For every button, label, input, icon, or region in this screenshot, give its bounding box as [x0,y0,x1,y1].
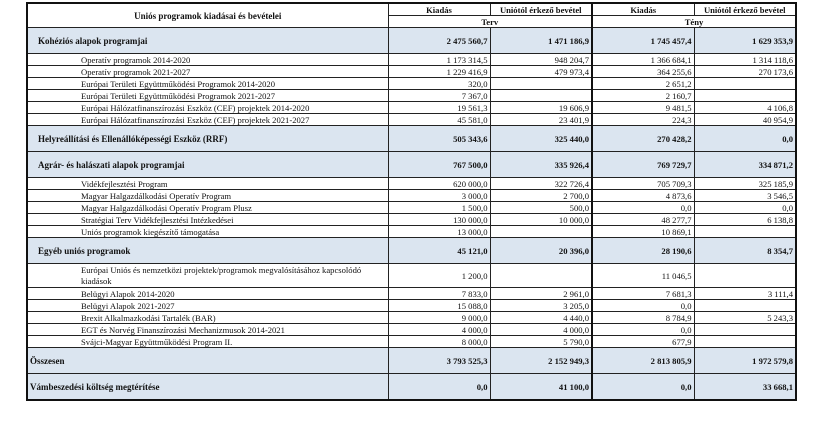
plan-revenue-cell: 23 401,9 [490,114,592,126]
row-label: Európai Hálózatfinanszírozási Eszköz (CEF) projektek 2014-2020 [27,102,388,114]
plan-revenue-cell: 2 152 949,3 [490,348,592,374]
table-row [27,190,796,202]
row-label: Uniós programok kiegészítő támogatása [27,226,388,238]
col-header-actual-revenue: Uniótól érkező bevétel [694,3,796,16]
actual-expense-cell: 48 277,7 [592,214,694,226]
actual-expense-cell: 0,0 [592,300,694,312]
row-label: Európai Uniós és nemzetközi projektek/programok megvalósításához kapcsolódó kiadások [27,264,388,288]
actual-revenue-cell [694,336,796,348]
actual-revenue-cell: 325 185,9 [694,178,796,190]
actual-revenue-cell: 8 354,7 [694,238,796,264]
row-label: Belügyi Alapok 2021-2027 [27,300,388,312]
row-label: Európai Hálózatfinanszírozási Eszköz (CEF) projektek 2021-2027 [27,114,388,126]
actual-expense-cell: 7 681,3 [592,288,694,300]
plan-expense-cell: 1 229 416,9 [388,66,490,78]
plan-expense-cell: 8 000,0 [388,336,490,348]
plan-expense-cell: 320,0 [388,78,490,90]
plan-revenue-cell: 322 726,4 [490,178,592,190]
plan-revenue-cell [490,226,592,238]
section-row [27,348,796,374]
plan-revenue-cell [490,264,592,288]
row-label: Kohéziós alapok programjai [27,28,388,54]
actual-expense-cell: 0,0 [592,202,694,214]
actual-revenue-cell: 1 629 353,9 [694,28,796,54]
actual-expense-cell: 2 813 805,9 [592,348,694,374]
section-row [27,126,796,152]
section-row [27,28,796,54]
col-header-actual-expense: Kiadás [592,3,694,16]
row-label: Összesen [27,348,388,374]
row-label: Magyar Halgazdálkodási Operatív Program Plusz [27,202,388,214]
actual-expense-cell: 677,9 [592,336,694,348]
plan-revenue-cell: 5 790,0 [490,336,592,348]
actual-expense-cell: 10 869,1 [592,226,694,238]
table-row [27,336,796,348]
row-label: Operatív programok 2021-2027 [27,66,388,78]
actual-revenue-cell: 0,0 [694,202,796,214]
plan-expense-cell: 130 000,0 [388,214,490,226]
table-row [27,54,796,66]
plan-revenue-cell: 4 440,0 [490,312,592,324]
plan-revenue-cell: 19 606,9 [490,102,592,114]
row-label: EGT és Norvég Finanszírozási Mechanizmusok 2014-2021 [27,324,388,336]
section-row [27,238,796,264]
table-row [27,202,796,214]
row-label: Vidékfejlesztési Program [27,178,388,190]
actual-revenue-cell [694,324,796,336]
plan-expense-cell: 2 475 560,7 [388,28,490,54]
actual-revenue-cell: 4 106,8 [694,102,796,114]
row-label: Európai Területi Együttműködési Programok 2021-2027 [27,90,388,102]
table-row [27,288,796,300]
actual-expense-cell: 2 651,2 [592,78,694,90]
actual-revenue-cell: 3 546,5 [694,190,796,202]
plan-expense-cell: 620 000,0 [388,178,490,190]
row-label: Magyar Halgazdálkodási Operatív Program [27,190,388,202]
row-label: Agrár- és halászati alapok programjai [27,152,388,178]
plan-expense-cell: 13 000,0 [388,226,490,238]
actual-expense-cell: 8 784,9 [592,312,694,324]
plan-expense-cell: 45 581,0 [388,114,490,126]
plan-revenue-cell: 1 471 186,9 [490,28,592,54]
actual-expense-cell: 364 255,6 [592,66,694,78]
plan-expense-cell: 15 088,0 [388,300,490,312]
plan-revenue-cell: 335 926,4 [490,152,592,178]
table-row [27,214,796,226]
plan-revenue-cell [490,78,592,90]
row-label: Svájci-Magyar Együttműködési Program II. [27,336,388,348]
plan-revenue-cell: 2 700,0 [490,190,592,202]
actual-revenue-cell [694,90,796,102]
section-row [27,374,796,401]
plan-revenue-cell: 20 396,0 [490,238,592,264]
table-row [27,114,796,126]
plan-expense-cell: 1 200,0 [388,264,490,288]
plan-expense-cell: 4 000,0 [388,324,490,336]
plan-revenue-cell: 948 204,7 [490,54,592,66]
plan-revenue-cell: 325 440,0 [490,126,592,152]
row-label: Vámbeszedési költség megtérítése [27,374,388,401]
plan-expense-cell: 7 367,0 [388,90,490,102]
plan-expense-cell: 767 500,0 [388,152,490,178]
row-label: Brexit Alkalmazkodási Tartalék (BAR) [27,312,388,324]
group-header-plan: Terv [388,16,592,28]
actual-expense-cell: 705 709,3 [592,178,694,190]
plan-expense-cell: 19 561,3 [388,102,490,114]
plan-expense-cell: 9 000,0 [388,312,490,324]
actual-revenue-cell: 40 954,9 [694,114,796,126]
plan-revenue-cell: 479 973,4 [490,66,592,78]
actual-expense-cell: 28 190,6 [592,238,694,264]
table-row [27,324,796,336]
actual-revenue-cell: 1 972 579,8 [694,348,796,374]
group-header-actual: Tény [592,16,796,28]
actual-revenue-cell: 3 111,4 [694,288,796,300]
table-row [27,90,796,102]
section-row [27,152,796,178]
actual-revenue-cell: 6 138,8 [694,214,796,226]
table-title: Uniós programok kiadásai és bevételei [27,3,388,28]
eu-programs-table [26,2,797,401]
row-label: Operatív programok 2014-2020 [27,54,388,66]
actual-expense-cell: 4 873,6 [592,190,694,202]
actual-expense-cell: 270 428,2 [592,126,694,152]
plan-revenue-cell: 41 100,0 [490,374,592,401]
plan-revenue-cell: 3 205,0 [490,300,592,312]
plan-revenue-cell: 4 000,0 [490,324,592,336]
actual-revenue-cell: 33 668,1 [694,374,796,401]
actual-expense-cell: 1 745 457,4 [592,28,694,54]
actual-expense-cell: 11 046,5 [592,264,694,288]
actual-expense-cell: 1 366 684,1 [592,54,694,66]
actual-revenue-cell: 1 314 118,6 [694,54,796,66]
table-row [27,264,796,288]
row-label: Európai Területi Együttműködési Programok 2014-2020 [27,78,388,90]
row-label: Egyéb uniós programok [27,238,388,264]
col-header-plan-expense: Kiadás [388,3,490,16]
actual-expense-cell: 9 481,5 [592,102,694,114]
plan-expense-cell: 45 121,0 [388,238,490,264]
plan-revenue-cell: 500,0 [490,202,592,214]
actual-revenue-cell: 270 173,6 [694,66,796,78]
row-label: Helyreállítási és Ellenállóképességi Eszköz (RRF) [27,126,388,152]
actual-revenue-cell [694,264,796,288]
actual-revenue-cell: 5 243,3 [694,312,796,324]
plan-revenue-cell: 10 000,0 [490,214,592,226]
actual-expense-cell: 224,3 [592,114,694,126]
row-label: Stratégiai Terv Vidékfejlesztési Intézkedései [27,214,388,226]
col-header-plan-revenue: Uniótól érkező bevétel [490,3,592,16]
plan-expense-cell: 7 833,0 [388,288,490,300]
table-row [27,300,796,312]
actual-expense-cell: 2 160,7 [592,90,694,102]
header-row [27,3,796,16]
row-label: Belügyi Alapok 2014-2020 [27,288,388,300]
actual-revenue-cell [694,78,796,90]
actual-revenue-cell: 334 871,2 [694,152,796,178]
table-row [27,226,796,238]
plan-expense-cell: 3 793 525,3 [388,348,490,374]
actual-expense-cell: 0,0 [592,324,694,336]
actual-revenue-cell: 0,0 [694,126,796,152]
table-row [27,78,796,90]
plan-revenue-cell [490,90,592,102]
actual-revenue-cell [694,226,796,238]
plan-expense-cell: 1 173 314,5 [388,54,490,66]
plan-expense-cell: 0,0 [388,374,490,401]
table-row [27,66,796,78]
plan-revenue-cell: 2 961,0 [490,288,592,300]
actual-expense-cell: 0,0 [592,374,694,401]
actual-expense-cell: 769 729,7 [592,152,694,178]
plan-expense-cell: 505 343,6 [388,126,490,152]
table-row [27,312,796,324]
plan-expense-cell: 1 500,0 [388,202,490,214]
plan-expense-cell: 3 000,0 [388,190,490,202]
actual-revenue-cell [694,300,796,312]
table-row [27,102,796,114]
table-row [27,178,796,190]
